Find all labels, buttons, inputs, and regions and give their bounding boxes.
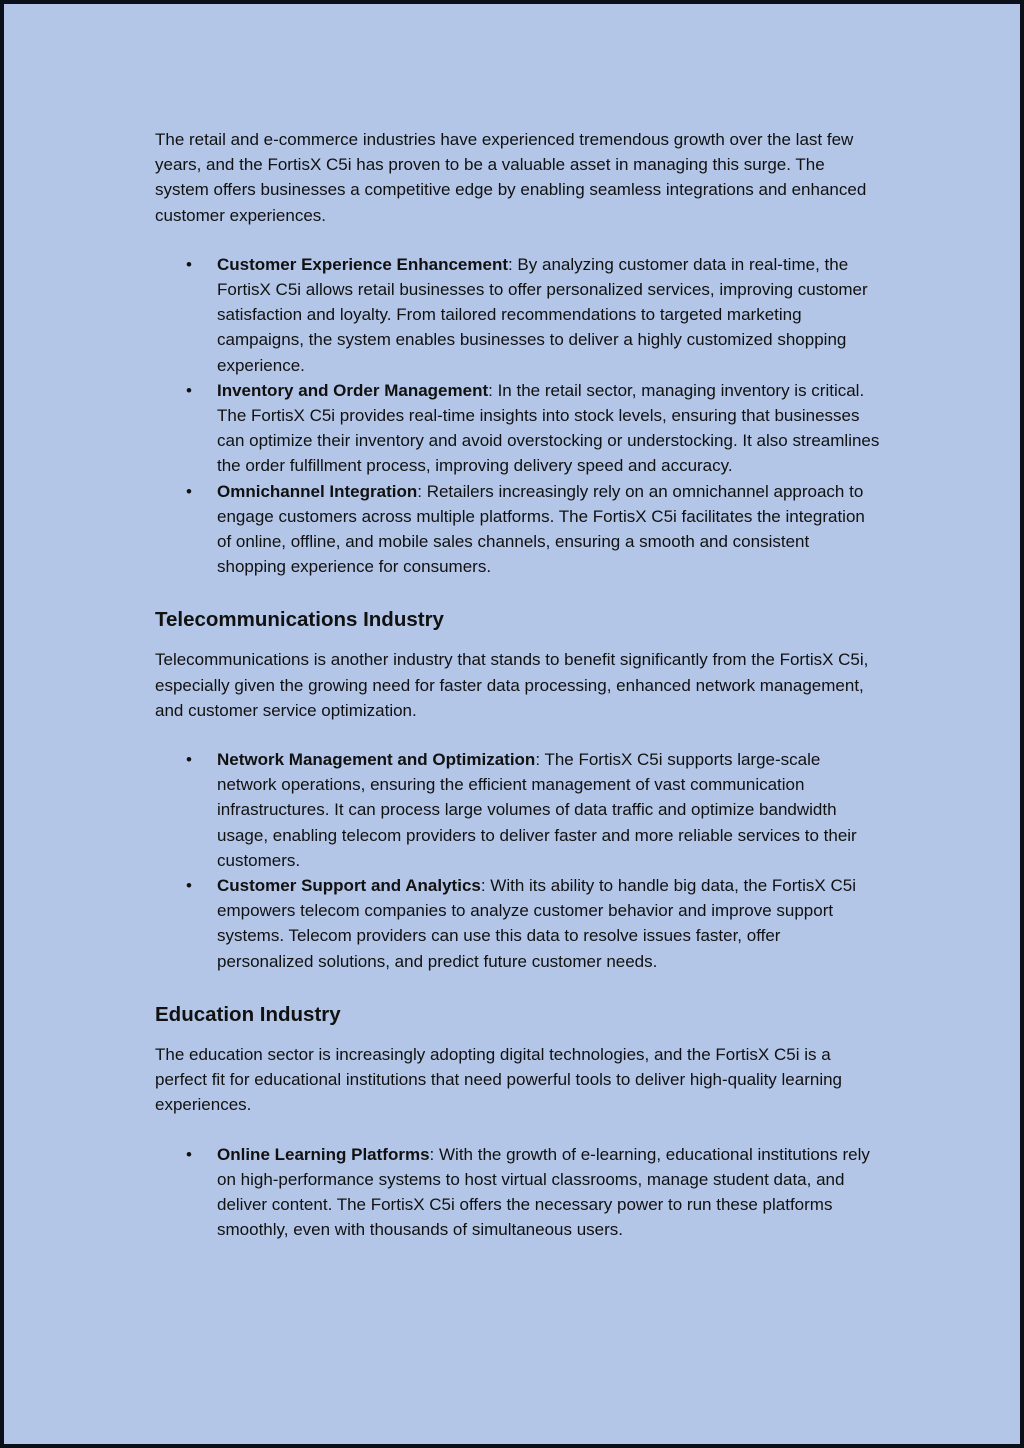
education-heading: Education Industry <box>155 1002 341 1026</box>
list-item <box>155 252 880 378</box>
bullet-icon: • <box>186 481 192 501</box>
bullet-icon: • <box>186 876 192 896</box>
item-text: : In the retail sector, managing inventory is critical. The FortisX C5i provides real-time insights into stock levels, ensuring that businesses can optimize their inventory and avoid overstocking or understocking. It also streamlines the order fulfillment process, improving delivery speed and accuracy. <box>217 380 880 476</box>
item-text: : With the growth of e-learning, educational institutions rely on high-performance systems to host virtual classrooms, manage student data, and deliver content. The FortisX C5i offers the necessary power to run these platforms smoothly, even with thousands of simultaneous users. <box>217 1144 870 1240</box>
item-term: Network Management and Optimization <box>217 750 536 770</box>
item-text: : Retailers increasingly rely on an omnichannel approach to engage customers across multiple platforms. The FortisX C5i facilitates the integration of online, offline, and mobile sales channels, ensuring a smooth and consistent shopping experience for consumers. <box>217 481 865 577</box>
item-term: Customer Support and Analytics <box>217 876 481 896</box>
item-term: Omnichannel Integration <box>217 481 418 501</box>
list-item <box>155 479 880 580</box>
telecom-heading: Telecommunications Industry <box>155 608 444 632</box>
item-text: : The FortisX C5i supports large-scale network operations, ensuring the efficient management of vast communication infrastructures. It can process large volumes of data traffic and optimize bandwidth usage, enabling telecom providers to deliver faster and more reliable services to their customers. <box>217 750 857 870</box>
list-item <box>155 1142 880 1243</box>
item-term: Customer Experience Enhancement <box>217 254 508 274</box>
bullet-icon: • <box>186 750 192 770</box>
list-item <box>155 378 880 479</box>
item-term: Inventory and Order Management <box>217 380 489 400</box>
bullet-icon: • <box>186 380 192 400</box>
list-item <box>155 747 880 873</box>
bullet-icon: • <box>186 1144 192 1164</box>
education-intro-paragraph: The education sector is increasingly adopting digital technologies, and the FortisX C5i is a perfect fit for educational institutions that need powerful tools to deliver high-quality learning experiences. <box>155 1044 843 1115</box>
telecom-bullet-list <box>155 747 880 974</box>
item-text: : With its ability to handle big data, the FortisX C5i empowers telecom companies to analyze customer behavior and improve support systems. Telecom providers can use this data to resolve issues faster, offer personalized solutions, and predict future customer needs. <box>217 876 856 971</box>
telecom-intro-paragraph: Telecommunications is another industry that stands to benefit significantly from the FortisX C5i, especially given the growing need for faster data processing, enhanced network management, and customer service optimization. <box>155 650 869 720</box>
bullet-icon: • <box>186 254 192 274</box>
item-term: Online Learning Platforms <box>217 1144 430 1164</box>
item-text: : By analyzing customer data in real-time, the FortisX C5i allows retail businesses to offer personalized services, improving customer satisfaction and loyalty. From tailored recommendations to targeted marketing campaigns, the system enables businesses to deliver a highly customized shopping experience. <box>217 254 868 375</box>
retail-intro-paragraph: The retail and e-commerce industries have experienced tremendous growth over the last few years, and the FortisX C5i has proven to be a valuable asset in managing this surge. The system offers businesses a competitive edge by enabling seamless integrations and enhanced customer experiences. <box>155 130 867 225</box>
list-item <box>155 873 880 974</box>
retail-bullet-list <box>155 252 880 580</box>
page-content <box>155 127 880 1242</box>
education-bullet-list <box>155 1142 880 1243</box>
